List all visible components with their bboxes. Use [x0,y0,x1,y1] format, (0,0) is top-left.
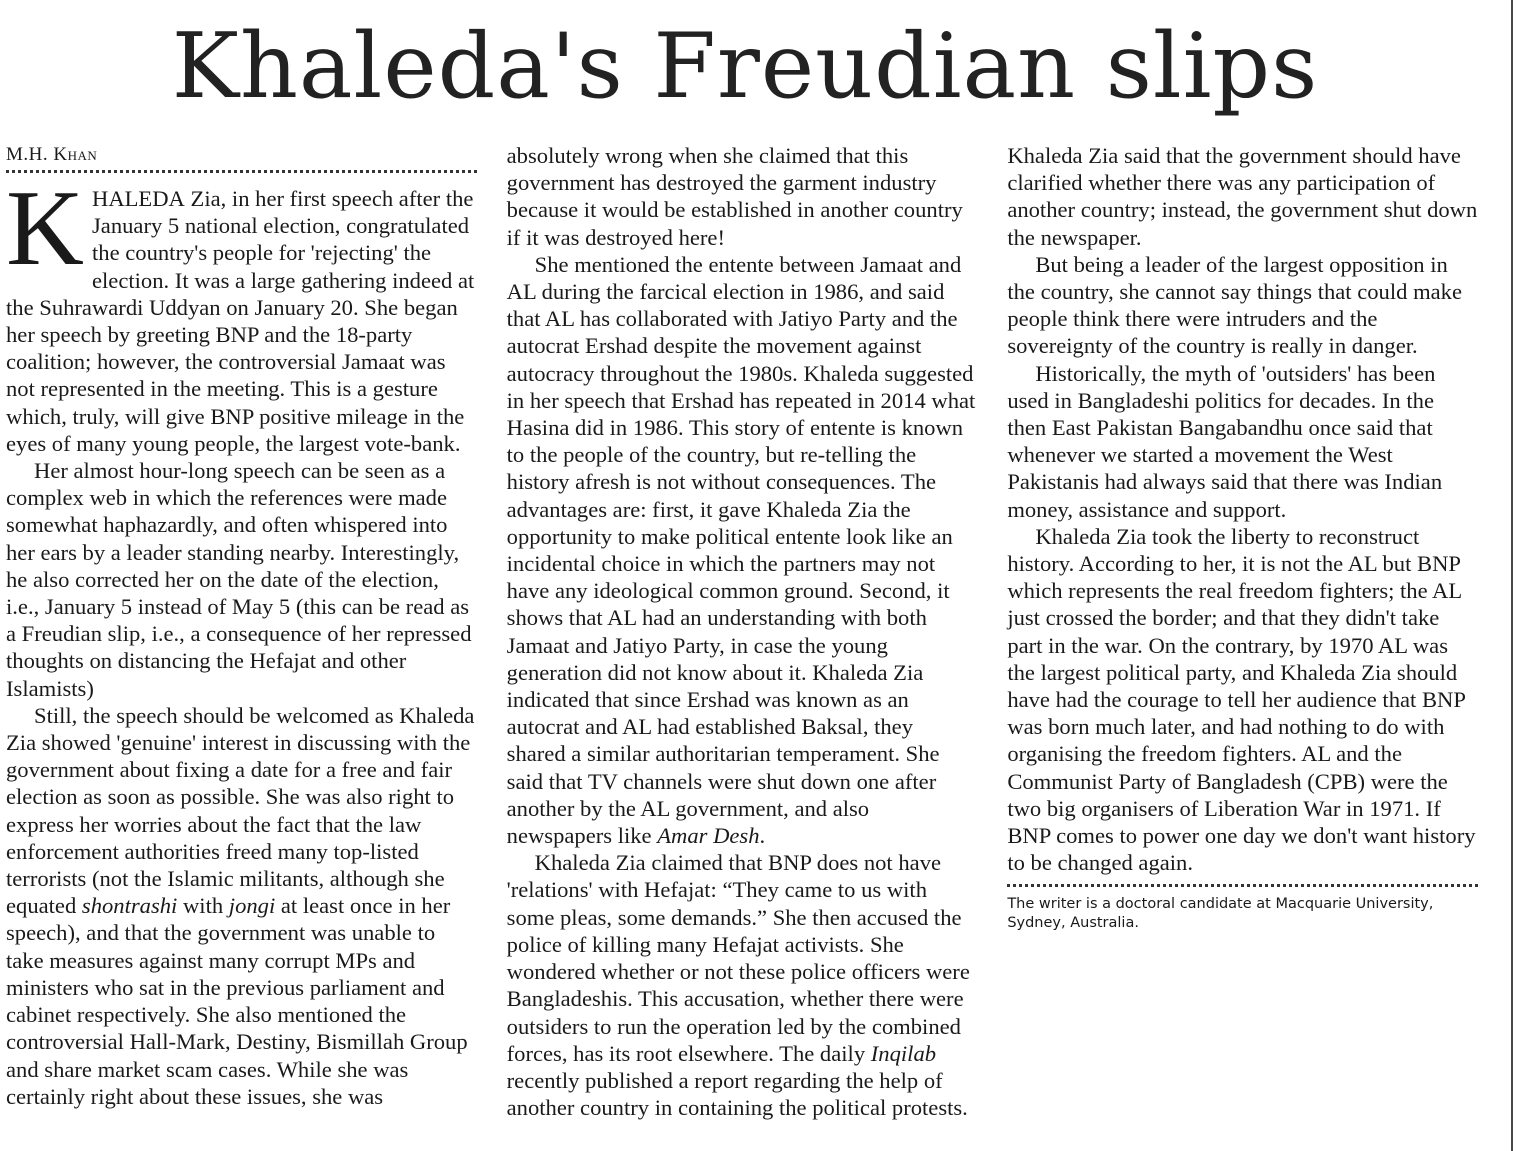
right-border-rule [1511,0,1513,1151]
paragraph-4 [507,251,978,849]
author-footnote: The writer is a doctoral candidate at Macquarie University, Sydney, Australia. [1007,884,1478,933]
paragraph-7: Historically, the myth of 'outsiders' has been used in Bangladeshi politics for decades. In the then East Pakistan Bangabandhu once said that whenever we started a movement the West Pakistanis had always said that there was Indian money, assistance and support. [1007,360,1443,522]
lead-paragraph-flow [6,169,477,457]
lead-caps-flow: HALEDA [92,186,185,211]
p3-term-2: jongi [228,893,276,919]
newspaper-amar-desh: Amar Desh [657,823,760,849]
p5-a: Khaleda Zia claimed that BNP does not have 'relations' with Hefajat: “They came to us with some pleas, some demands.” She then accused the police of killing many Hefajat activists. She wondered whether or not these police officers were Bangladeshis. This accusation, whether there were outsiders to run the operation led by the combined forces, has its root elsewhere. The daily [506,850,970,1066]
article-body [6,142,1478,1132]
p3-b: with [177,893,229,919]
drop-cap-flow: K [6,169,84,288]
p5-b: recently published a report regarding the help of another country in containing the political protests. Khaleda Zia said that the government should have clarified whether there was any participation of another country; instead, the government shut down the newspaper. [506,143,1478,1121]
headline: Khaleda's Freudian slips [171,14,1319,119]
lead-text-flow: Zia, in her first speech after the January 5 national election, congratulated the country's people for 'rejecting' the election. It was a large gathering indeed at the Suhrawardi Uddyan on January 20. She began her speech by greeting BNP and the 18-party coalition; however, the controversial Jamaat was not represented in the meeting. This is a gesture which, truly, will give BNP positive mileage in the eyes of many young people, the largest vote-bank. [6,186,475,456]
p3-c: at least once in her speech), and that the government was unable to take measures against many corrupt MPs and ministers who sat in the previous parliament and cabinet respectively. She also mentioned the controversial Hall-Mark, Destiny, Bismillah Group and share market scam cases. While she was certainly right about these issues, she was absolutely wrong when she claimed that this government has destroyed the garment industry because it would be established in another country if it was destroyed here! [6,143,963,1109]
p3-term-1: shontrashi [81,893,178,919]
newspaper-inqilab: Inqilab [870,1040,937,1066]
p3-a: Still, the speech should be welcomed as Khaleda Zia showed 'genuine' interest in discussing with the government about fixing a date for a free and fair election as soon as possible. She was also right to express her worries about the fact that the law enforcement authorities freed many top-listed terrorists (not the Islamic militants, although she equated [6,702,475,919]
byline-flow: M.H. Khan [6,142,477,173]
paragraph-2-flow: Her almost hour-long speech can be seen as a complex web in which the references were made somewhat haphazardly, and often whispered into her ears by a leader standing nearby. Interestingly, he also corrected her on the date of the election, i.e., January 5 instead of May 5 (this can be read as a Freudian slip, i.e., a consequence of her repressed thoughts on distancing the Hefajat and other Islamists) [6,458,472,701]
p4-a: She mentioned the entente between Jamaat and AL during the farcical election in 1986, and said that AL has collaborated with Jatiyo Party and the autocrat Ershad despite the movement against autocracy throughout the 1980s. Khaleda suggested in her speech that Ershad has repeated in 2014 what Hasina did in 1986. This story of entente is known to the people of the country, but re-telling the history afresh is not without consequences. The advantages are: first, it gave Khaleda Zia the opportunity to make political entente look like an incidental choice in which the partners may not have any ideological common ground. Second, it shows that AL had an understanding with both Jamaat and Jatiyo Party, in case the young generation did not know about it. Khaleda Zia indicated that since Ershad was known as an autocrat and AL had established Baksal, they shared a similar authoritarian temperament. She said that TV channels were shut down one after another by the AL government, and also newspapers like [506,251,976,849]
p4-b: . [759,823,766,849]
paragraph-8: Khaleda Zia took the liberty to reconstruct history. According to her, it is not the AL but BNP which represents the real freedom fighters; the AL just crossed the border; and that they didn't take part in the war. On the contrary, by 1970 AL was the largest political party, and Khaleda Zia should have had the courage to tell her audience that BNP was born much later, and had nothing to do with organising the freedom fighters. AL and the Communist Party of Bangladesh (CPB) were the two big organisers of Liberation War in 1971. If BNP comes to power one day we don't want history to be changed again. [1007,523,1476,876]
paragraph-6: But being a leader of the largest opposition in the country, she cannot say things that could make people think there were intruders and the sovereignty of the country is really in danger. [1007,251,1463,359]
